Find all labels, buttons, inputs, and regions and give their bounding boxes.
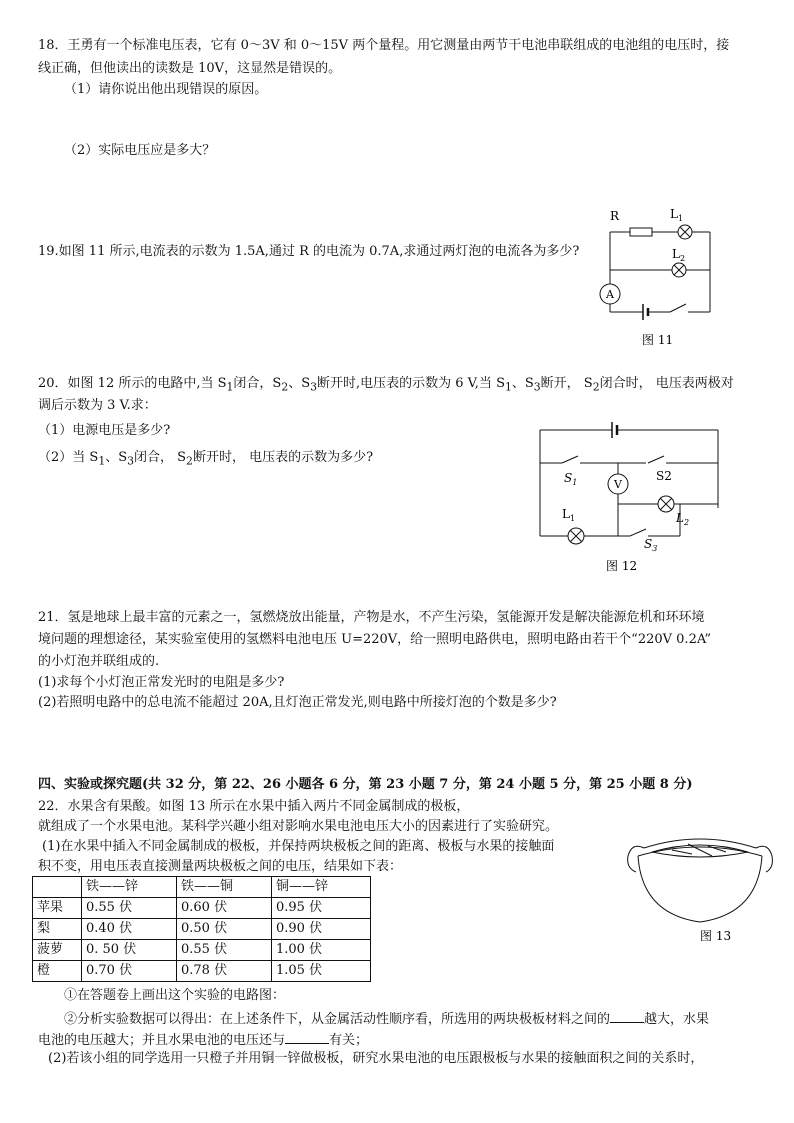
figure-12-caption: 图 12 bbox=[606, 559, 638, 573]
q21-part2: (2)若照明电路中的总电流不能超过 20A,且灯泡正常发光,则电路中所接灯泡的个数是多少? bbox=[38, 695, 557, 710]
label-l1: $L_1$ bbox=[670, 207, 684, 223]
q22-line4: 积不变，用电压表直接测量两块极板之间的电压，结果如下表： bbox=[38, 859, 403, 874]
table-row: 梨 0.40 伏 0.50 伏 0.90 伏 bbox=[33, 919, 371, 940]
table-header-row: 铁——锌 铁——铜 铜——锌 bbox=[33, 877, 371, 898]
table-row: 菠萝 0. 50 伏 0.55 伏 1.00 伏 bbox=[33, 940, 371, 961]
label-ammeter: A bbox=[606, 288, 614, 301]
q21-line2: 境问题的理想途径，某实验室使用的氢燃料电池电压 U=220V，给一照明电路供电，照明电路由若干个“220V 0.2A” bbox=[38, 632, 711, 647]
label-r: R bbox=[610, 209, 620, 223]
label-s2: S2 bbox=[656, 469, 672, 483]
q20-part1: （1）电源电压是多少? bbox=[38, 423, 171, 438]
label-s3: $S_3$ bbox=[644, 537, 658, 553]
label-l2: $L_2$ bbox=[676, 511, 690, 527]
q18-part2: （2）实际电压应是多大？ bbox=[64, 143, 216, 158]
q22-line1: 22．水果含有果酸。如图 13 所示在水果中插入两片不同金属制成的极板， bbox=[38, 799, 470, 814]
q22-item2-line1: ②分析实验数据可以得出：在上述条件下，从金属活动性顺序看，所选用的两块极板材料之间的 越大，水果 bbox=[64, 1008, 709, 1029]
q22-line3: (1)在水果中插入不同金属制成的极板，并保持两块极板之间的距离、极板与水果的接触面 bbox=[42, 839, 555, 854]
label-l1: $L_1$ bbox=[562, 507, 576, 523]
figure-11-circuit bbox=[590, 202, 730, 352]
section-heading: 四、实验或探究题(共 32 分，第 22、26 小题各 6 分，第 23 小题 7 分，第 24 小题 5 分，第 25 小题 8 分) bbox=[38, 777, 693, 792]
q22-item2-line2: 电池的电压越大；并且水果电池的电压还与 有关； bbox=[38, 1029, 368, 1050]
answer-blank-1[interactable] bbox=[610, 1008, 644, 1023]
q22-line2: 就组成了一个水果电池。某科学兴趣小组对影响水果电池电压大小的因素进行了实验研究。 bbox=[38, 819, 559, 834]
voltage-table bbox=[32, 876, 371, 982]
label-l2: $L_2$ bbox=[672, 247, 686, 263]
table-row: 橙 0.70 伏 0.78 伏 1.05 伏 bbox=[33, 961, 371, 982]
q22-item1: ①在答题卷上画出这个实验的电路图： bbox=[64, 988, 286, 1003]
switch-s3-icon bbox=[630, 529, 646, 536]
q22-part2: (2)若该小组的同学选用一只橙子并用铜一锌做极板，研究水果电池的电压跟极板与水果的接触面积之间的关系时， bbox=[48, 1051, 704, 1066]
table-row: 苹果 0.55 伏 0.60 伏 0.95 伏 bbox=[33, 898, 371, 919]
switch-s1-icon bbox=[562, 456, 578, 463]
q20-part2: （2）当 $S_1$、$S_3$闭合， $S_2$断开时， 电压表的示数为多少? bbox=[38, 450, 374, 468]
answer-blank-2[interactable] bbox=[285, 1029, 329, 1044]
label-voltmeter: V bbox=[614, 478, 622, 491]
figure-12-circuit bbox=[530, 418, 730, 578]
figure-11-caption: 图 11 bbox=[642, 333, 674, 347]
q18-part1: （1）请你说出他出现错误的原因。 bbox=[64, 82, 268, 97]
right-wire bbox=[756, 846, 772, 872]
q18-line1: 18．王勇有一个标准电压表，它有 0～3V 和 0～15V 两个量程。用它测量由两节干电池串联组成的电池组的电压时，接 bbox=[38, 38, 730, 53]
label-s1: $S_1$ bbox=[564, 471, 578, 487]
q20-line1: 20．如图 12 所示的电路中,当 $S_1$闭合，$S_2$、$S_3$断开时,电压表的示数为 6 V,当 $S_1$、$S_3$断开， $S_2$闭合时， 电压表两极对 bbox=[38, 376, 734, 394]
q21-part1: (1)求每个小灯泡正常发光时的电阻是多少? bbox=[38, 675, 285, 690]
switch-s2-icon bbox=[648, 456, 664, 463]
q21-line1: 21．氢是地球上最丰富的元素之一，氢燃烧放出能量，产物是水，不产生污染，氢能源开发是解决能源危机和环环境 bbox=[38, 610, 705, 625]
figure-13-fruit bbox=[622, 828, 782, 948]
q21-line3: 的小灯泡并联组成的. bbox=[38, 654, 160, 669]
left-wire bbox=[628, 846, 644, 872]
resistor-r bbox=[630, 228, 652, 236]
switch-icon bbox=[670, 304, 686, 312]
q18-line2: 线正确，但他读出的读数是 10V，这显然是错误的。 bbox=[38, 61, 342, 76]
fruit-bowl-icon bbox=[638, 856, 762, 922]
q20-line2: 调后示数为 3 V.求： bbox=[38, 398, 157, 413]
figure-13-caption: 图 13 bbox=[700, 929, 732, 943]
q19-text: 19.如图 11 所示,电流表的示数为 1.5A,通过 R 的电流为 0.7A,求通过两灯泡的电流各为多少? bbox=[38, 244, 580, 259]
